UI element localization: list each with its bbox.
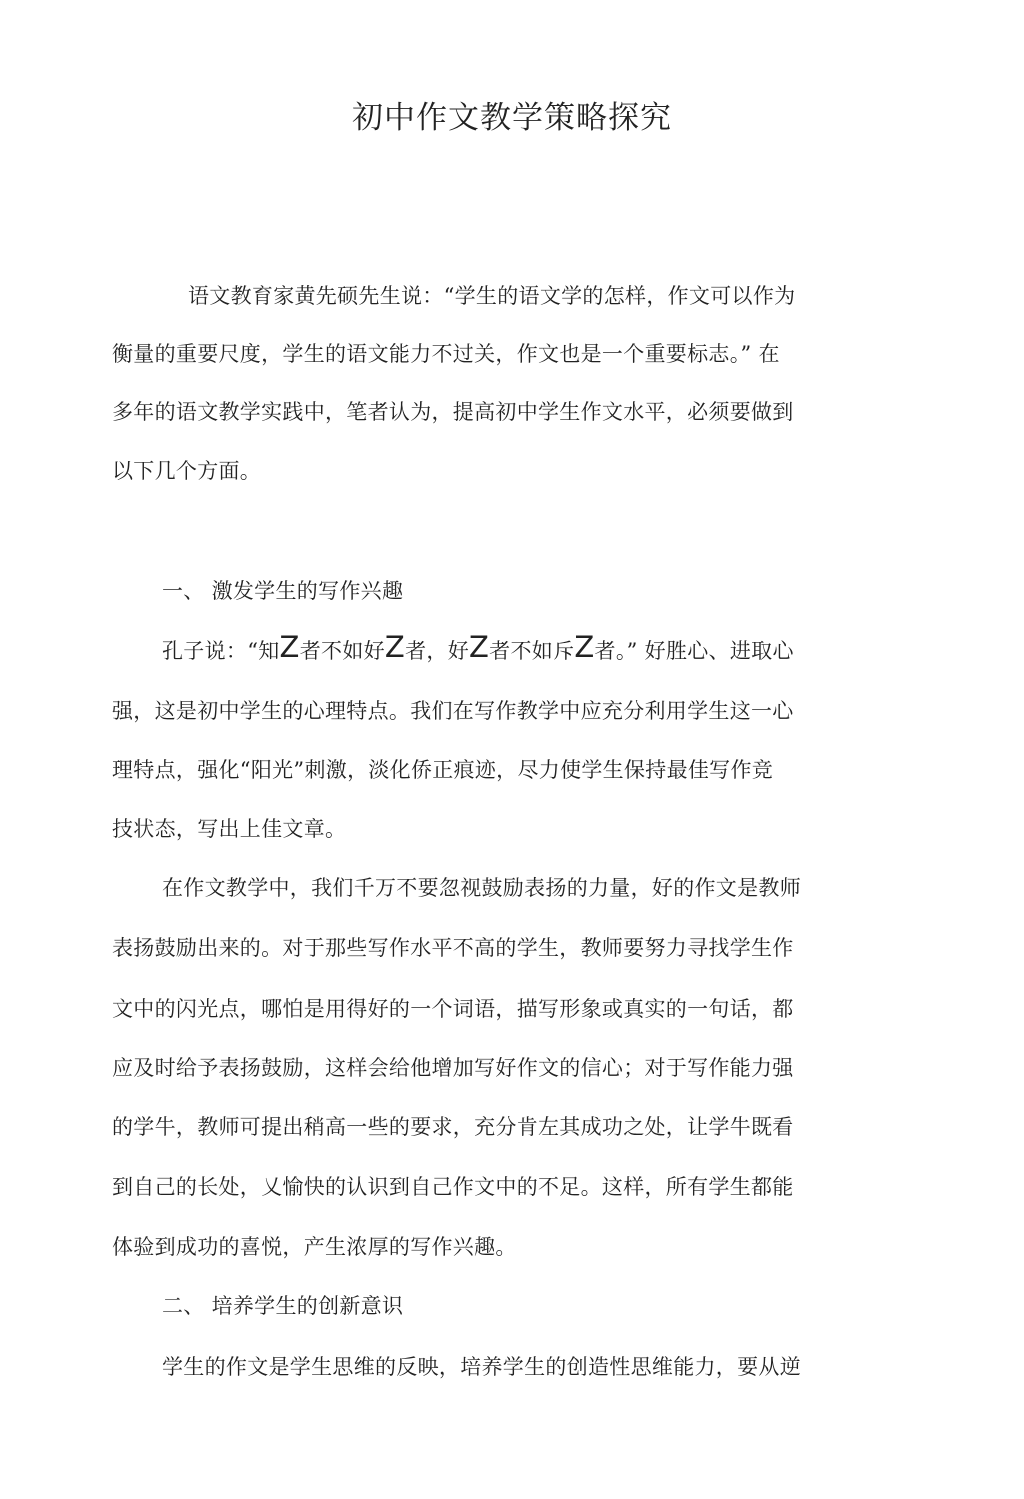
garbled-char: Z	[469, 630, 490, 664]
quote-line	[162, 630, 892, 666]
body-line: 的学牛，教师可提出稍高一些的要求，充分肯左其成功之处，让学牛既看	[112, 1115, 794, 1139]
quote-text: 者不如好	[299, 639, 385, 663]
garbled-char: Z	[384, 630, 406, 664]
quote-text: 者不如斥	[489, 639, 575, 663]
body-line: 强，这是初中学生的心理特点。我们在写作教学中应充分利用学生这一心	[112, 699, 794, 723]
garbled-char: Z	[574, 630, 595, 664]
quote-text: 孔子说：“知	[162, 639, 280, 663]
intro-line: 多年的语文教学实践中，笔者认为，提高初中学生作文水平，必须要做到	[112, 400, 794, 424]
body-line: 在作文教学中，我们千万不要忽视鼓励表扬的力量，好的作文是教师	[162, 876, 801, 900]
section-heading-2: 二、 培养学生的创新意识	[162, 1294, 404, 1318]
intro-line: 以下几个方面。	[112, 459, 262, 483]
garbled-char: Z	[279, 630, 300, 664]
intro-line: 衡量的重要尺度，学生的语文能力不过关，作文也是一个重要标志。” 在	[112, 342, 780, 366]
body-line: 理特点，强化“阳光”刺激，淡化侨正痕迹，尽力使学生保持最佳写作竞	[112, 758, 774, 782]
body-line: 到自己的长处，乂愉快的认识到自己作文中的不足。这样，所有学生都能	[112, 1175, 794, 1199]
document-title: 初中作文教学策略探究	[352, 100, 672, 136]
intro-line: 语文教育家黄先硕先生说：“学生的语文学的怎样，作文可以作为	[188, 284, 796, 308]
body-line: 技状态，写出上佳文章。	[112, 817, 347, 841]
body-line: 体验到成功的喜悦，产生浓厚的写作兴趣。	[112, 1235, 517, 1259]
body-line: 应及时给予表扬鼓励，这样会给他增加写好作文的信心；对于写作能力强	[112, 1056, 794, 1080]
section-heading-1: 一、 激发学生的写作兴趣	[162, 579, 404, 603]
quote-text: 者。” 好胜心、进取心	[594, 639, 794, 663]
quote-text: 者，好	[405, 639, 469, 663]
body-line: 文中的闪光点，哪怕是用得好的一个词语，描写形象或真实的一句话，都	[112, 997, 794, 1021]
body-line: 表扬鼓励出来的。对于那些写作水平不高的学生，教师要努力寻找学生作	[112, 936, 794, 960]
body-line: 学生的作文是学生思维的反映，培养学生的创造性思维能力，要从逆	[162, 1355, 801, 1379]
